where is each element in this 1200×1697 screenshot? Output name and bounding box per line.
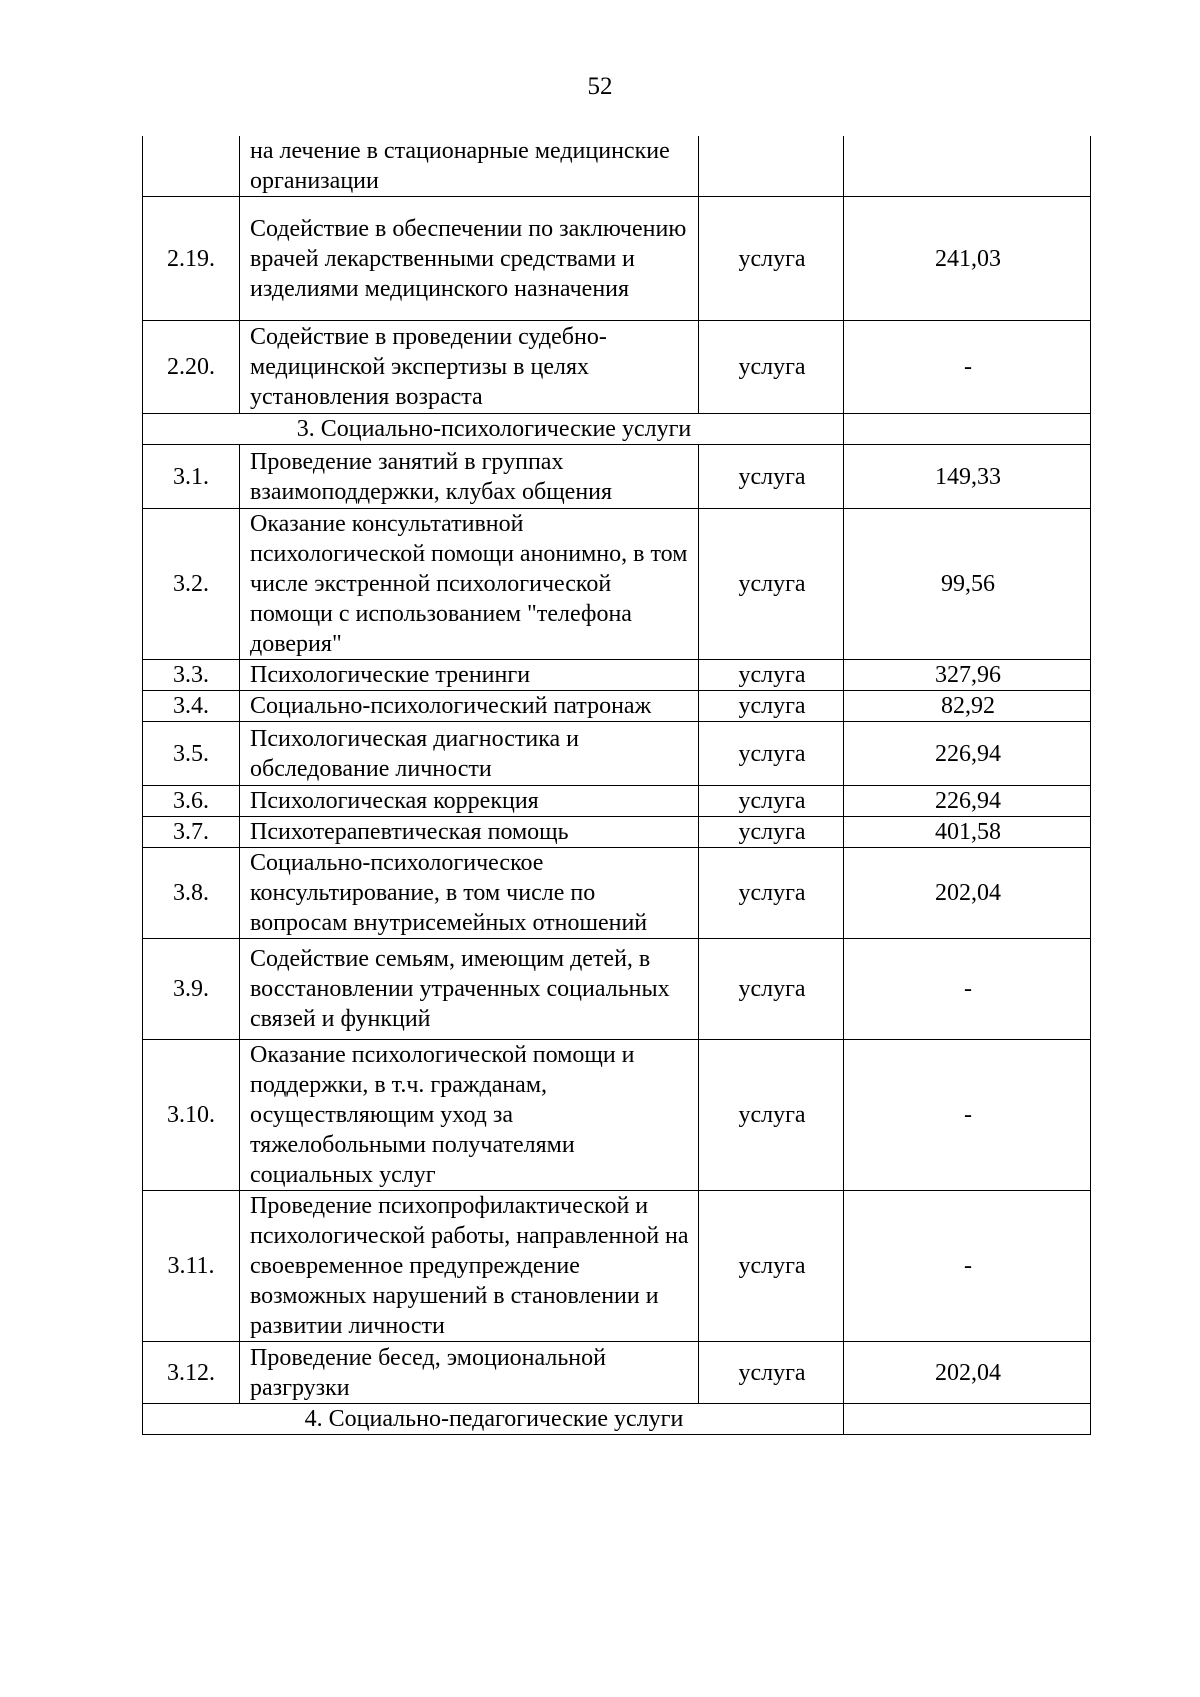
table-row xyxy=(143,817,1091,848)
tariff-cell: 202,04 xyxy=(844,848,1091,939)
service-name: Оказание психологической помощи и поддержки, в т.ч. гражданам, осуществляющим уход за тяжелобольными получателями социальных услуг xyxy=(240,1040,699,1191)
section-heading-row xyxy=(143,414,1091,445)
tariff-cell xyxy=(844,136,1091,197)
service-name: Психологическая диагностика и обследование личности xyxy=(240,722,699,786)
service-name: на лечение в стационарные медицинские организации xyxy=(240,136,699,197)
unit-cell: услуга xyxy=(699,848,844,939)
unit-cell: услуга xyxy=(699,509,844,660)
table-row xyxy=(143,848,1091,939)
service-name: Содействие в проведении судебно-медицинской экспертизы в целях установления возраста xyxy=(240,321,699,414)
tariff-cell: 226,94 xyxy=(844,786,1091,817)
unit-cell: услуга xyxy=(699,939,844,1040)
services-tariff-table xyxy=(142,136,1091,1435)
unit-cell xyxy=(699,136,844,197)
tariff-cell: 241,03 xyxy=(844,197,1091,321)
service-name: Социально-психологический патронаж xyxy=(240,691,699,722)
table-row xyxy=(143,722,1091,786)
row-number: 3.7. xyxy=(143,817,240,848)
row-number: 3.11. xyxy=(143,1191,240,1342)
row-number: 3.4. xyxy=(143,691,240,722)
unit-cell: услуга xyxy=(699,786,844,817)
unit-cell: услуга xyxy=(699,1191,844,1342)
unit-cell: услуга xyxy=(699,660,844,691)
table-row xyxy=(143,1191,1091,1342)
row-number: 3.6. xyxy=(143,786,240,817)
service-name: Психологическая коррекция xyxy=(240,786,699,817)
row-number: 2.20. xyxy=(143,321,240,414)
unit-cell: услуга xyxy=(699,1342,844,1404)
tariff-cell: - xyxy=(844,939,1091,1040)
tariff-cell: 82,92 xyxy=(844,691,1091,722)
tariff-cell: - xyxy=(844,1040,1091,1191)
unit-cell: услуга xyxy=(699,722,844,786)
table-row xyxy=(143,197,1091,321)
row-number: 3.1. xyxy=(143,445,240,509)
table-row xyxy=(143,1040,1091,1191)
tariff-cell: 202,04 xyxy=(844,1342,1091,1404)
section-title: 4. Социально-педагогические услуги xyxy=(143,1404,844,1435)
row-number: 3.12. xyxy=(143,1342,240,1404)
continuation-row xyxy=(143,136,1091,197)
row-number: 3.10. xyxy=(143,1040,240,1191)
service-name: Содействие семьям, имеющим детей, в восстановлении утраченных социальных связей и функций xyxy=(240,939,699,1040)
row-number: 3.3. xyxy=(143,660,240,691)
tariff-cell: - xyxy=(844,321,1091,414)
empty-cell xyxy=(844,1404,1091,1435)
section-title: 3. Социально-психологические услуги xyxy=(143,414,844,445)
service-name: Содействие в обеспечении по заключению врачей лекарственными средствами и изделиями медицинского назначения xyxy=(240,197,699,321)
tariff-cell: 149,33 xyxy=(844,445,1091,509)
row-number: 2.19. xyxy=(143,197,240,321)
table-row xyxy=(143,660,1091,691)
table-row xyxy=(143,691,1091,722)
table-row xyxy=(143,786,1091,817)
tariff-cell: - xyxy=(844,1191,1091,1342)
table-row xyxy=(143,445,1091,509)
unit-cell: услуга xyxy=(699,691,844,722)
unit-cell: услуга xyxy=(699,321,844,414)
table-row xyxy=(143,939,1091,1040)
unit-cell: услуга xyxy=(699,445,844,509)
service-name: Психологические тренинги xyxy=(240,660,699,691)
row-number: 3.2. xyxy=(143,509,240,660)
tariff-cell: 327,96 xyxy=(844,660,1091,691)
unit-cell: услуга xyxy=(699,1040,844,1191)
page-number: 52 xyxy=(587,73,613,100)
service-name: Социально-психологическое консультирование, в том числе по вопросам внутрисемейных отношений xyxy=(240,848,699,939)
row-number: 3.5. xyxy=(143,722,240,786)
section-heading-row xyxy=(143,1404,1091,1435)
service-name: Проведение бесед, эмоциональной разгрузки xyxy=(240,1342,699,1404)
tariff-cell: 401,58 xyxy=(844,817,1091,848)
service-name: Проведение занятий в группах взаимоподдержки, клубах общения xyxy=(240,445,699,509)
service-name: Психотерапевтическая помощь xyxy=(240,817,699,848)
row-number xyxy=(143,136,240,197)
table-row xyxy=(143,321,1091,414)
row-number: 3.9. xyxy=(143,939,240,1040)
service-name: Проведение психопрофилактической и психологической работы, направленной на своевременное предупреждение возможных нарушений в становлении и развитии личности xyxy=(240,1191,699,1342)
row-number: 3.8. xyxy=(143,848,240,939)
empty-cell xyxy=(844,414,1091,445)
tariff-cell: 99,56 xyxy=(844,509,1091,660)
unit-cell: услуга xyxy=(699,817,844,848)
service-name: Оказание консультативной психологической помощи анонимно, в том числе экстренной психологической помощи с использованием "телефона доверия" xyxy=(240,509,699,660)
tariff-cell: 226,94 xyxy=(844,722,1091,786)
table-row xyxy=(143,509,1091,660)
unit-cell: услуга xyxy=(699,197,844,321)
table-row xyxy=(143,1342,1091,1404)
